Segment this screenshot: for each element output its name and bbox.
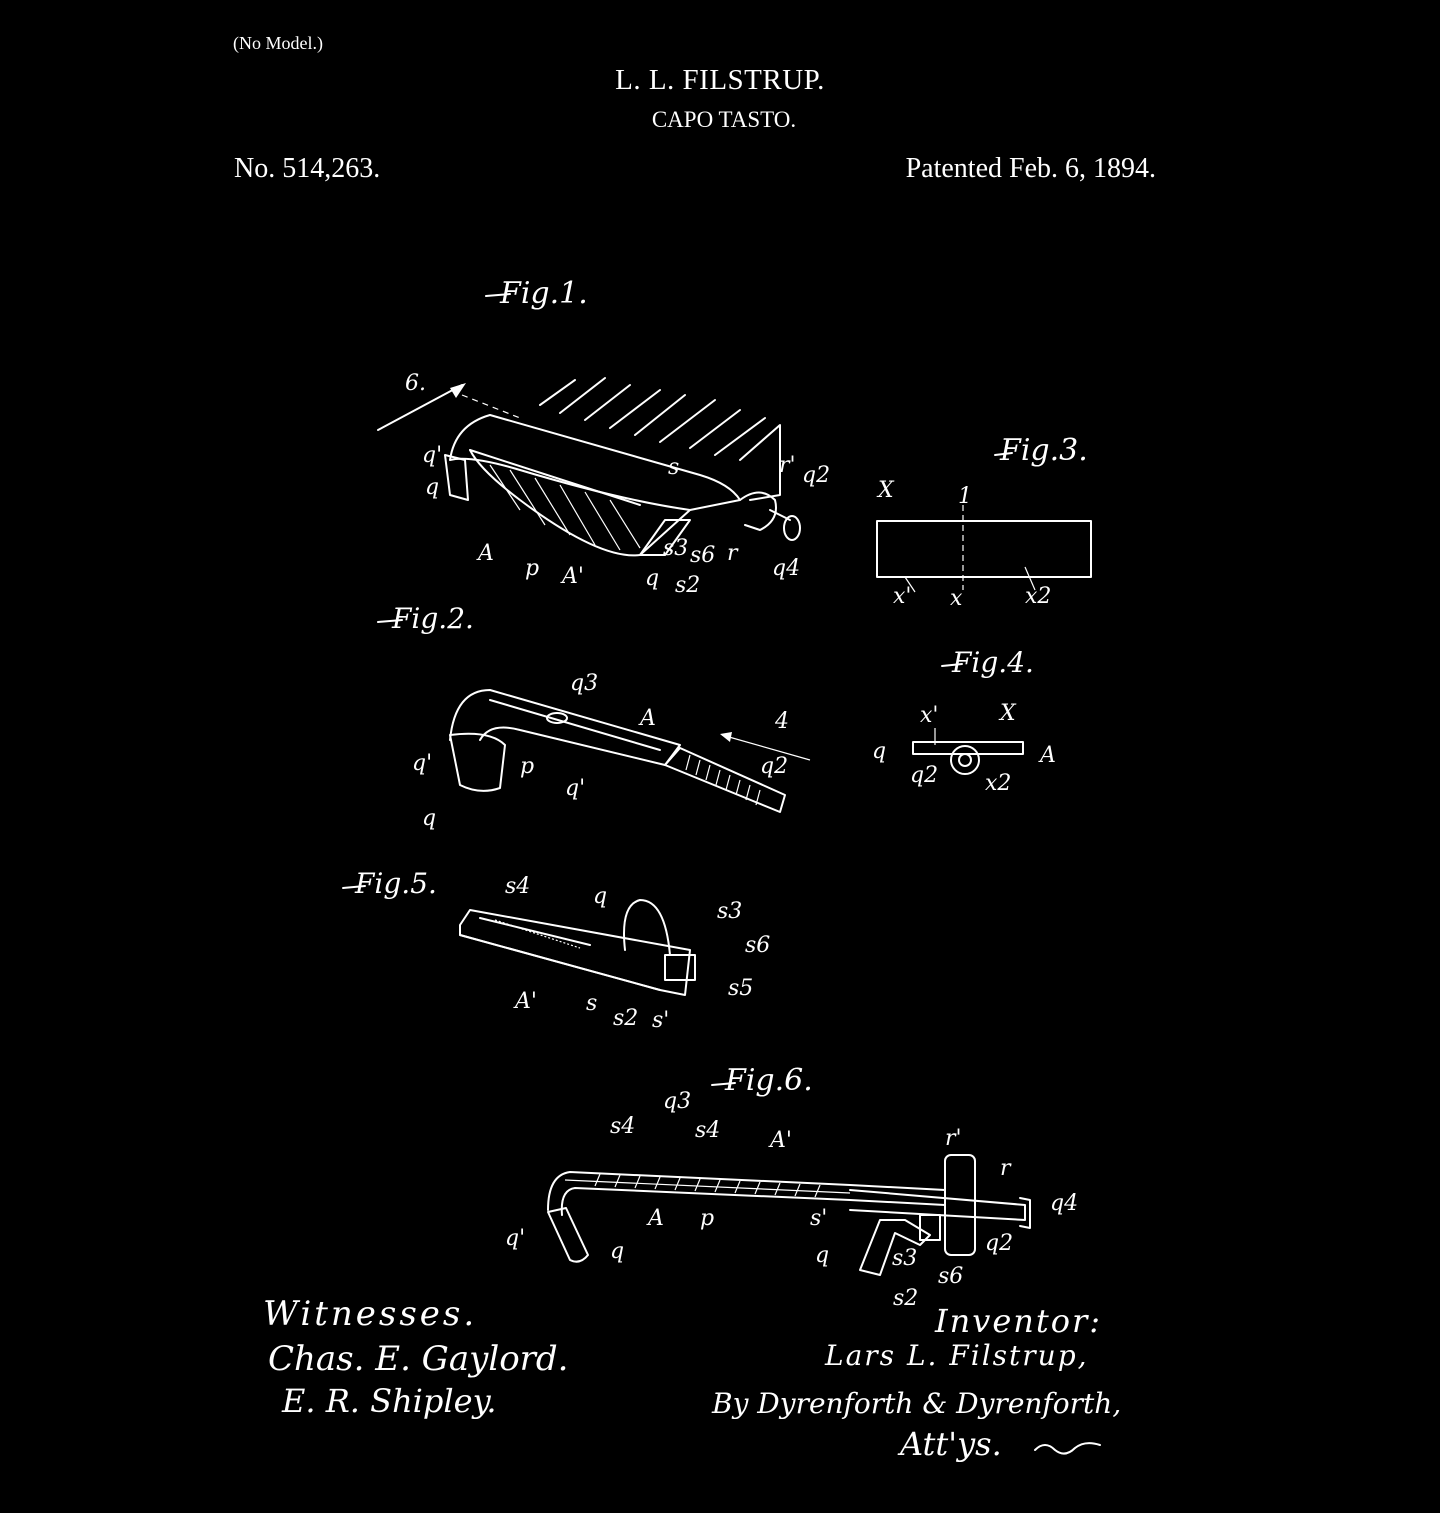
- fig2-caption: Fig.2.: [392, 602, 474, 635]
- fig3-label-x-prime: x': [893, 584, 912, 609]
- inventor-name: L. L. FILSTRUP.: [615, 64, 825, 96]
- fig2-label-4: 4: [775, 709, 789, 734]
- fig1-label-A: A: [478, 541, 494, 566]
- fig1-label-q: q: [425, 475, 440, 500]
- patent-title: CAPO TASTO.: [651, 107, 797, 132]
- fig3-caption: Fig.3.: [1000, 433, 1088, 468]
- figure-5: [343, 867, 770, 1033]
- figure-3: [876, 433, 1091, 611]
- fig5-label-s6: s6: [745, 933, 771, 958]
- figure-4: [872, 646, 1056, 796]
- attorneys-signature: By Dyrenforth & Dyrenforth,: [712, 1387, 1122, 1420]
- fig6-label-s3: s3: [892, 1246, 918, 1271]
- witness-1-signature: Chas. E. Gaylord.: [268, 1339, 569, 1379]
- fig2-thread: [686, 755, 760, 805]
- fig2-label-q: q: [422, 806, 437, 831]
- fig6-label-q-left: q: [610, 1239, 625, 1264]
- fig6-label-s4-right: s4: [695, 1118, 721, 1143]
- fig1-label-q-lower: q: [645, 566, 660, 591]
- fig5-label-q: q: [593, 884, 608, 909]
- fig4-label-x2: x2: [985, 771, 1012, 796]
- fig1-label-q-prime: q': [422, 443, 443, 468]
- fig1-label-r: r: [727, 541, 738, 566]
- fig1-label-s6: s6: [690, 543, 716, 568]
- figure-6: [505, 1063, 1078, 1311]
- fig4-label-X: X: [1000, 701, 1016, 726]
- fig6-label-r-prime: r': [945, 1126, 962, 1151]
- fig6-label-q-prime: q': [505, 1226, 526, 1251]
- witnesses-heading: Witnesses.: [263, 1294, 478, 1334]
- fig5-label-s4: s4: [505, 874, 531, 899]
- fig6-caption: Fig.6.: [725, 1063, 813, 1098]
- fig4-label-q: q: [872, 739, 887, 764]
- fig1-label-q4: q4: [772, 556, 801, 581]
- witnesses-block: [263, 1294, 569, 1420]
- fig3-label-X: X: [878, 478, 894, 503]
- fig6-label-s2: s2: [893, 1286, 919, 1311]
- fig5-caption: Fig.5.: [355, 867, 437, 900]
- fig2-label-q-prime-left: q': [412, 751, 433, 776]
- fig6-label-q3: q3: [663, 1089, 692, 1114]
- figure-1: [378, 276, 830, 598]
- witness-2-signature: E. R. Shipley.: [282, 1382, 497, 1420]
- fig1-label-s: s: [668, 455, 680, 480]
- fig4-label-A: A: [1040, 743, 1056, 768]
- fig6-label-r: r: [1000, 1156, 1011, 1181]
- fig2-label-p: p: [520, 754, 535, 779]
- patent-number: No. 514,263.: [234, 153, 381, 184]
- fig1-caption: Fig.1.: [500, 276, 588, 311]
- fig1-label-s2: s2: [675, 573, 701, 598]
- fig6-label-A-prime: A': [770, 1128, 792, 1153]
- fig2-label-q-prime-mid: q': [565, 776, 586, 801]
- fig5-teeth: [495, 920, 580, 948]
- fig5-label-s2: s2: [613, 1006, 639, 1031]
- patent-date: Patented Feb. 6, 1894.: [905, 153, 1156, 184]
- fig5-label-s5: s5: [728, 976, 754, 1001]
- fig1-label-6: 6.: [405, 371, 426, 396]
- inventor-heading: Inventor:: [935, 1302, 1103, 1340]
- fig1-label-r-prime: r': [779, 453, 796, 478]
- fig6-label-A: A: [648, 1206, 664, 1231]
- fig6-label-s6: s6: [938, 1264, 964, 1289]
- inventor-block: [711, 1302, 1121, 1463]
- fig4-caption: Fig.4.: [952, 646, 1034, 679]
- fig6-label-q4: q4: [1050, 1191, 1079, 1216]
- fig1-label-s3: s3: [663, 536, 689, 561]
- fig2-label-q3: q3: [570, 671, 599, 696]
- fig4-label-q2: q2: [910, 763, 939, 788]
- no-model-note: (No Model.): [233, 33, 323, 53]
- fig6-label-p: p: [700, 1206, 715, 1231]
- fig6-label-s-prime: s': [810, 1206, 828, 1231]
- fig4-label-x-prime: x': [920, 703, 939, 728]
- fig6-label-s4-left: s4: [610, 1114, 636, 1139]
- fig3-label-x: x: [950, 586, 963, 611]
- fig1-label-p: p: [525, 556, 540, 581]
- inventor-signature: Lars L. Filstrup,: [825, 1339, 1089, 1372]
- attys-suffix: Att'ys.: [900, 1425, 1002, 1463]
- fig1-label-A-prime: A': [562, 564, 584, 589]
- fig2-label-q2: q2: [760, 754, 789, 779]
- fig5-label-s-prime: s': [652, 1008, 670, 1033]
- fig6-label-q-right: q: [815, 1243, 830, 1268]
- fig5-label-A-prime: A': [515, 989, 537, 1014]
- fig5-label-s3: s3: [717, 899, 743, 924]
- fig5-label-s: s: [586, 991, 598, 1016]
- fig3-label-x2: x2: [1025, 584, 1052, 609]
- fig2-label-A: A: [640, 706, 656, 731]
- fig6-label-q2: q2: [985, 1231, 1014, 1256]
- fig3-label-1: 1: [958, 484, 972, 509]
- fig1-label-q2: q2: [802, 463, 831, 488]
- fig1-hatching: [490, 465, 640, 550]
- figure-2: [378, 602, 810, 831]
